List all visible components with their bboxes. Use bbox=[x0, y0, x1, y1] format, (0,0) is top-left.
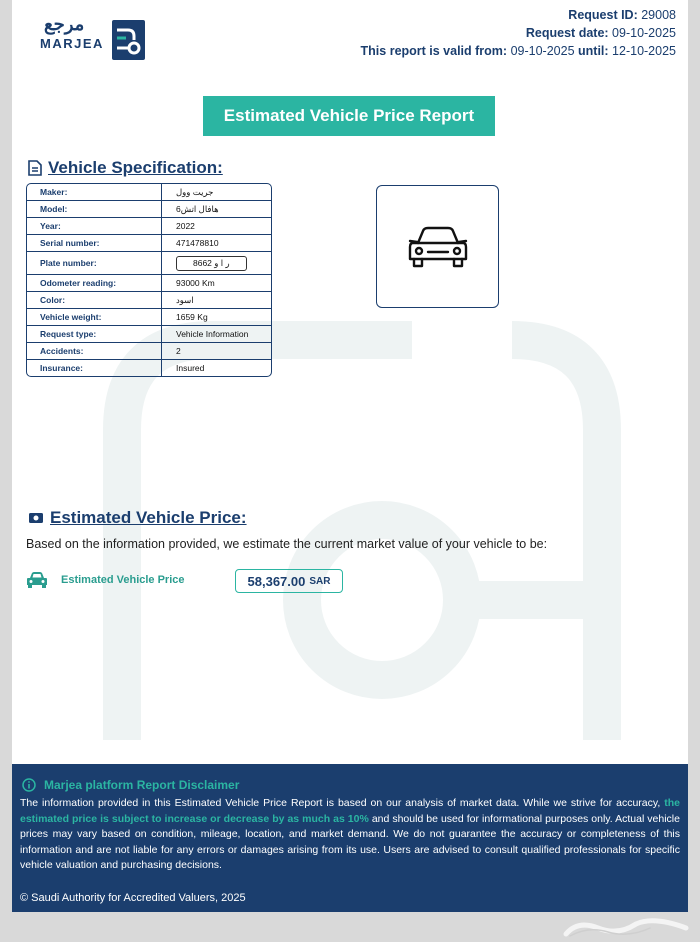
vehicle-image-box bbox=[376, 185, 499, 308]
estimated-price-label: Estimated Vehicle Price bbox=[61, 574, 185, 586]
spec-label: Request type: bbox=[27, 326, 162, 342]
vehicle-spec-table bbox=[26, 183, 272, 377]
request-id-value: 29008 bbox=[641, 8, 676, 22]
spec-row-odometer bbox=[27, 275, 271, 292]
spec-row-insurance bbox=[27, 360, 271, 376]
valid-until-value: 12-10-2025 bbox=[612, 44, 676, 58]
spec-value bbox=[162, 252, 271, 274]
logo-english-text: MARJEA bbox=[40, 36, 104, 51]
haraj-watermark-icon bbox=[558, 914, 694, 940]
request-id-line bbox=[361, 6, 676, 24]
spec-label: Model: bbox=[27, 201, 162, 217]
report-title: Estimated Vehicle Price Report bbox=[203, 96, 495, 136]
spec-value: 2022 bbox=[176, 221, 195, 231]
valid-until-label: until: bbox=[578, 44, 609, 58]
estimated-price-heading bbox=[28, 508, 247, 528]
disclaimer-body bbox=[20, 796, 680, 874]
disclaimer-highlight: the estimated price is subject to increase or decrease by as much as 10% bbox=[20, 797, 680, 825]
spec-row-color bbox=[27, 292, 271, 309]
request-meta bbox=[361, 6, 676, 60]
plate-number-badge: ر ا و 8662 bbox=[176, 256, 247, 271]
spec-value: جريت وول bbox=[176, 186, 214, 197]
spec-label: Odometer reading: bbox=[27, 275, 162, 291]
spec-row-model bbox=[27, 201, 271, 218]
valid-from-label: This report is valid from: bbox=[360, 44, 508, 58]
disclaimer-title-text: Marjea platform Report Disclaimer bbox=[44, 778, 240, 792]
spec-value: Insured bbox=[176, 363, 205, 373]
vehicle-spec-heading bbox=[28, 158, 223, 178]
spec-value: 2 bbox=[176, 346, 181, 356]
copyright-text: © Saudi Authority for Accredited Valuers, 2025 bbox=[20, 892, 246, 904]
spec-value: 1659 Kg bbox=[176, 312, 208, 322]
validity-line bbox=[361, 42, 676, 60]
disclaimer-text-start: The information provided in this Estimated Vehicle Price Report is based on our analysis of market data. While we strive for accuracy, bbox=[20, 797, 665, 809]
estimated-price-row bbox=[26, 569, 356, 593]
spec-label: Year: bbox=[27, 218, 162, 234]
request-date-label: Request date: bbox=[525, 26, 609, 40]
price-intro-text: Based on the information provided, we estimate the current market value of your vehicle to be: bbox=[26, 537, 548, 551]
spec-value: Vehicle Information bbox=[176, 329, 249, 339]
estimated-price-heading-text: Estimated Vehicle Price: bbox=[50, 508, 247, 527]
marjea-logo bbox=[26, 10, 146, 56]
vehicle-spec-heading-text: Vehicle Specification: bbox=[48, 158, 223, 177]
spec-value: اسود bbox=[176, 294, 194, 305]
spec-label: Vehicle weight: bbox=[27, 309, 162, 325]
spec-label: Plate number: bbox=[27, 252, 162, 274]
request-date-line bbox=[361, 24, 676, 42]
spec-label: Accidents: bbox=[27, 343, 162, 359]
car-icon bbox=[26, 571, 48, 589]
spec-row-plate bbox=[27, 252, 271, 275]
valid-from-value: 09-10-2025 bbox=[510, 44, 575, 58]
logo-mark-icon bbox=[112, 20, 145, 60]
spec-label: Color: bbox=[27, 292, 162, 308]
spec-value: 93000 Km bbox=[176, 278, 215, 288]
info-icon bbox=[22, 778, 36, 792]
document-icon bbox=[28, 160, 42, 176]
spec-row-weight bbox=[27, 309, 271, 326]
spec-label: Serial number: bbox=[27, 235, 162, 251]
estimated-price-box bbox=[235, 569, 343, 593]
report-page bbox=[12, 0, 688, 912]
disclaimer-panel bbox=[12, 764, 688, 912]
spec-row-serial bbox=[27, 235, 271, 252]
spec-value: 471478810 bbox=[176, 238, 219, 248]
disclaimer-text-end: and should be used for informational purposes only. Actual vehicle prices may vary based on condition, mileage, location, and market demand. We do not guarantee the accuracy or completeness of this information and are not liable for any errors or damages arising from its use. Users are advised to consult qualified professionals for specific vehicle valuation and purchasing decisions. bbox=[20, 812, 680, 871]
estimated-price-value: 58,367.00 bbox=[247, 573, 306, 589]
spec-row-maker bbox=[27, 184, 271, 201]
car-front-icon bbox=[408, 225, 468, 269]
disclaimer-title bbox=[22, 778, 239, 792]
request-date-value: 09-10-2025 bbox=[612, 26, 676, 40]
spec-label: Insurance: bbox=[27, 360, 162, 376]
spec-row-year bbox=[27, 218, 271, 235]
request-id-label: Request ID: bbox=[568, 8, 638, 22]
price-currency: SAR bbox=[309, 575, 331, 587]
spec-row-accidents bbox=[27, 343, 271, 360]
spec-value: هافال اتش6 bbox=[176, 203, 219, 214]
spec-row-request-type bbox=[27, 326, 271, 343]
money-icon bbox=[28, 512, 44, 524]
logo-arabic-text: مرجع bbox=[44, 14, 85, 34]
spec-label: Maker: bbox=[27, 184, 162, 200]
